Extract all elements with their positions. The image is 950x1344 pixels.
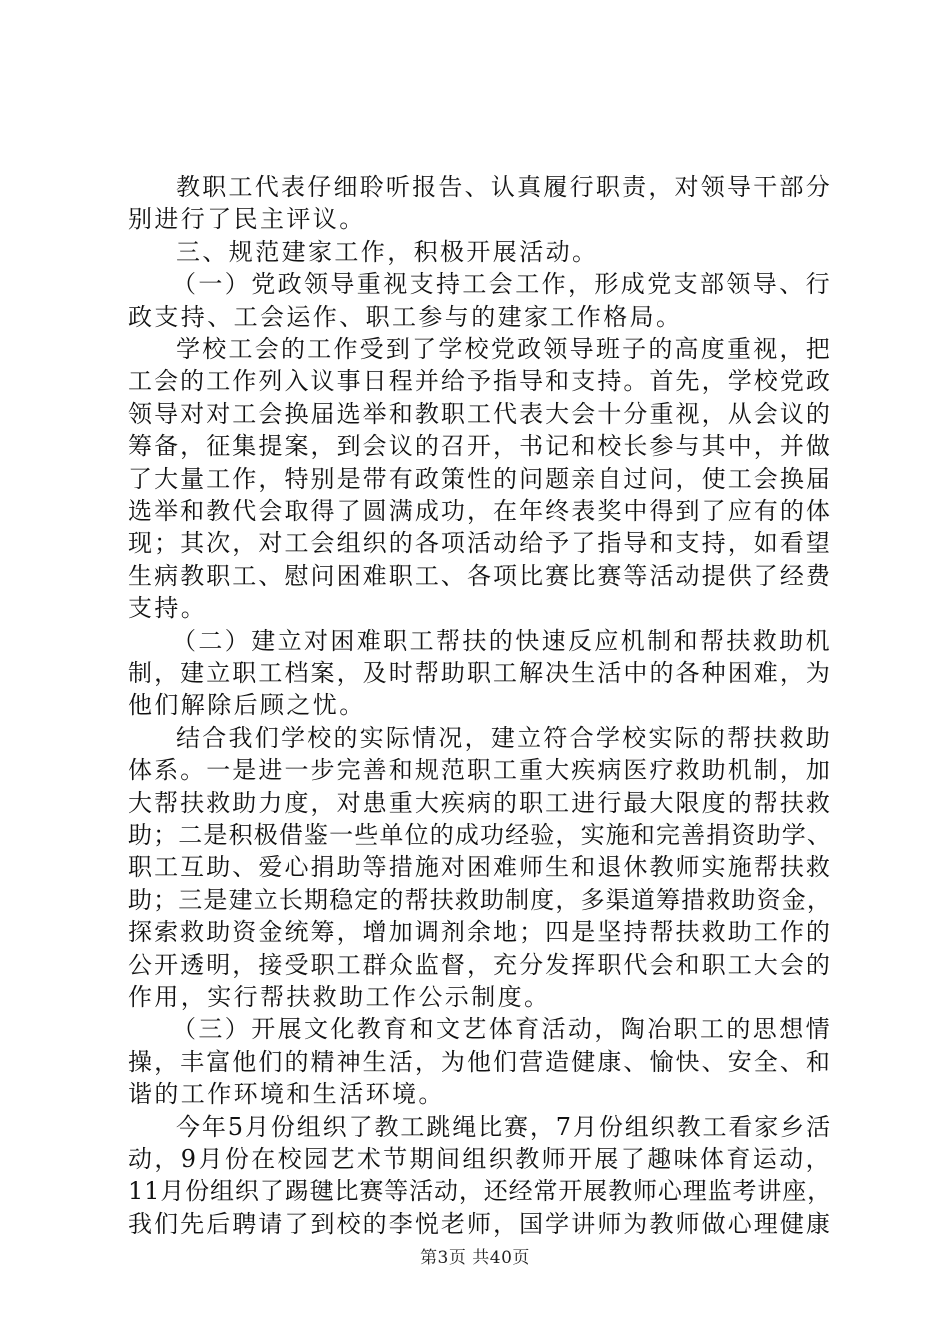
text-line: 大帮扶救助力度，对患重大疾病的职工进行最大限度的帮扶救: [128, 788, 832, 817]
text-line: 政支持、工会运作、职工参与的建家工作格局。: [128, 302, 683, 331]
text-line: 了大量工作，特别是带有政策性的问题亲自过问，使工会换届: [128, 464, 832, 493]
text-line: 教职工代表仔细聆听报告、认真履行职责，对领导干部分: [176, 173, 832, 201]
text-line: 职工互助、爱心捐助等措施对困难师生和退休教师实施帮扶救: [128, 853, 832, 882]
text-line: 11月份组织了踢毽比赛等活动，还经常开展教师心理监考讲座，: [128, 1177, 832, 1206]
text-line: 今年5月份组织了教工跳绳比赛，7月份组织教工看家乡活: [176, 1112, 832, 1141]
text-line: 公开透明，接受职工群众监督，充分发挥职代会和职工大会的: [128, 950, 832, 979]
text-line: 生病教职工、慰问困难职工、各项比赛比赛等活动提供了经费: [128, 561, 832, 590]
text-line: 现；其次，对工会组织的各项活动给予了指导和支持，如看望: [128, 529, 832, 558]
text-line: 我们先后聘请了到校的李悦老师，国学讲师为教师做心理健康: [128, 1209, 832, 1238]
text-line: 领导对对工会换届选举和教职工代表大会十分重视，从会议的: [128, 399, 832, 428]
page-footer: 第3页 共40页: [420, 1248, 530, 1268]
text-line: 助；二是积极借鉴一些单位的成功经验，实施和完善捐资助学、: [128, 821, 832, 849]
text-line: 别进行了民主评议。: [128, 205, 366, 234]
text-line: 谐的工作环境和生活环境。: [128, 1080, 445, 1109]
text-line: 筹备，征集提案，到会议的召开，书记和校长参与其中，并做: [128, 432, 832, 461]
text-line: （一）党政领导重视支持工会工作，形成党支部领导、行: [172, 270, 832, 299]
text-line: 体系。一是进一步完善和规范职工重大疾病医疗救助机制，加: [128, 756, 832, 785]
text-line: 动，9月份在校园艺术节期间组织教师开展了趣味体育运动，: [128, 1145, 832, 1173]
text-line: （二）建立对困难职工帮扶的快速反应机制和帮扶救助机: [172, 626, 832, 655]
text-line: 结合我们学校的实际情况，建立符合学校实际的帮扶救助: [176, 723, 832, 752]
text-line: （三）开展文化教育和文艺体育活动，陶冶职工的思想情: [172, 1015, 832, 1044]
text-line: 三、规范建家工作，积极开展活动。: [176, 237, 599, 266]
text-line: 操，丰富他们的精神生活，为他们营造健康、愉快、安全、和: [128, 1047, 832, 1076]
text-line: 工会的工作列入议事日程并给予指导和支持。首先，学校党政: [128, 367, 832, 396]
text-line: 支持。: [128, 594, 208, 623]
text-line: 学校工会的工作受到了学校党政领导班子的高度重视，把: [176, 335, 832, 363]
text-line: 选举和教代会取得了圆满成功，在年终表奖中得到了应有的体: [128, 497, 832, 525]
text-line: 他们解除后顾之忧。: [128, 691, 366, 720]
text-line: 助；三是建立长期稳定的帮扶救助制度，多渠道筹措救助资金，: [128, 885, 832, 914]
text-line: 制，建立职工档案，及时帮助职工解决生活中的各种困难，为: [128, 659, 832, 687]
text-line: 探索救助资金统筹，增加调剂余地；四是坚持帮扶救助工作的: [128, 918, 832, 947]
text-line: 作用，实行帮扶救助工作公示制度。: [128, 983, 551, 1011]
